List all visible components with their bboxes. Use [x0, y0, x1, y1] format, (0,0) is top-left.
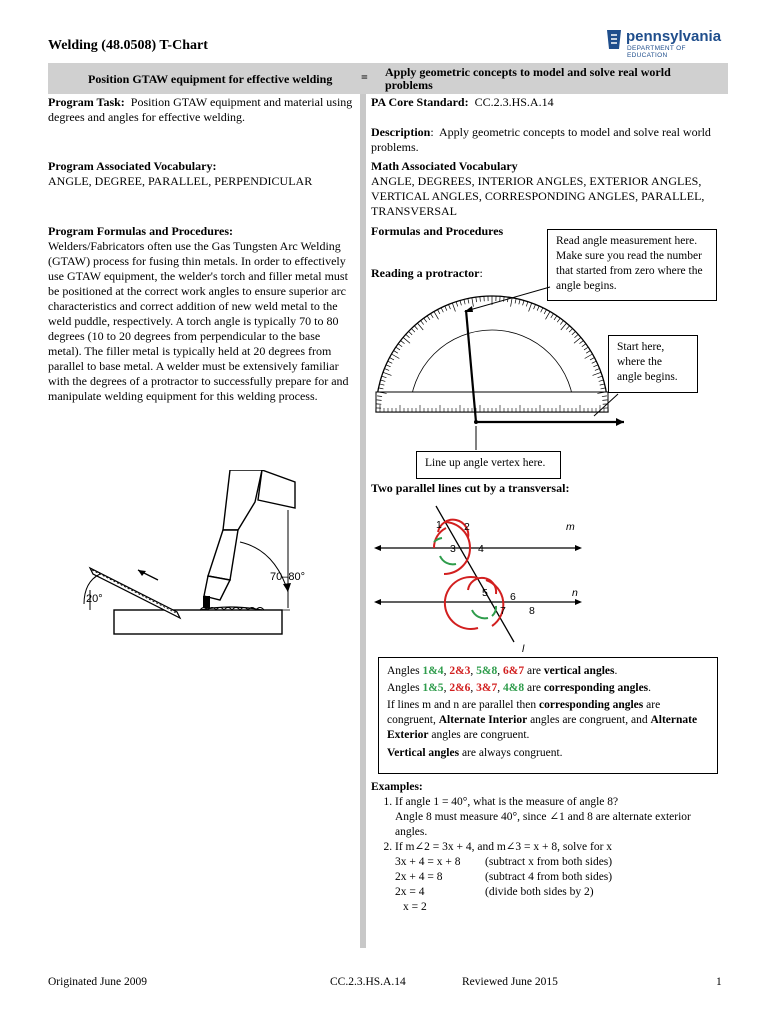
- step-note: (subtract 4 from both sides): [485, 871, 613, 883]
- angle-label-5: 5: [482, 587, 488, 599]
- logo-subtitle: DEPARTMENT OF EDUCATION: [627, 45, 686, 59]
- banner-right: Apply geometric concepts to model and solve real world problems: [385, 65, 671, 92]
- angle-label-1: 1: [436, 519, 442, 531]
- callout-start-arrow: [588, 392, 628, 420]
- congruence-rule: If lines m and n are parallel then corresponding angles are congruent, Alternate Interior angles are congruent, and Alternate Exterior angles are congruent.: [387, 699, 698, 741]
- line-l-label: l: [522, 643, 525, 654]
- banner-equals: =: [361, 70, 368, 84]
- protractor-heading: Reading a protractor:: [371, 266, 483, 280]
- callout-read-arrow: [460, 285, 560, 315]
- example-1: 1. If angle 1 = 40°, what is the measure of angle 8? Angle 8 must measure 40°, since ∠1 and 8 are alternate exterior angles.: [395, 795, 721, 840]
- angle-rules-box: [378, 657, 718, 774]
- callout-line-up-vertex: Line up angle vertex here.: [416, 451, 561, 479]
- angle-label-4: 4: [478, 543, 484, 555]
- step-note: (subtract x from both sides): [485, 856, 613, 868]
- vertical-rule: Vertical angles are always congruent.: [387, 747, 563, 759]
- step-note: [485, 900, 721, 915]
- angle-label-7: 7: [500, 605, 506, 617]
- angle-label-8: 8: [529, 605, 535, 617]
- program-formulas: Program Formulas and Procedures: Welders/Fabricators often use the Gas Tungsten Arc Welding (GTAW) process for fusing thin metals. In order to effectively use GTAW equipment, the welder's torch and filler metal must be positioned at the correct work angles to ensure superior arc characteristics and correct addition of new weld metal to the weld puddle, respectively. A torch angle is typically 70 to 80 degrees (10 to 20 degrees from perpendicular to the base metal). The filler metal is typically held at 20 degrees from parallel to base metal. A welder must be extensively familiar with the degrees of a protractor to successfully prepare for and manipulate welding equipment for this welding process.: [48, 224, 349, 403]
- line-m-label: m: [566, 521, 575, 533]
- step-eq: 2x = 4: [395, 886, 425, 898]
- torch-angle-label: 70–80°: [270, 571, 305, 583]
- step-eq: 3x + 4 = x + 8: [395, 856, 461, 868]
- formulas-heading: Formulas and Procedures: [371, 224, 504, 238]
- filler-angle-label: 20°: [86, 593, 103, 605]
- footer-page-number: 1: [716, 976, 722, 988]
- pa-logo: [604, 26, 728, 59]
- angle-label-3: 3: [450, 543, 456, 555]
- corresponding-angles-line: Angles 1&5, 2&6, 3&7, 4&8 are corresponding angles.: [387, 682, 652, 694]
- footer-originated: Originated June 2009: [48, 976, 148, 988]
- callout-start-here: Start here, where the angle begins.: [608, 335, 698, 393]
- parallel-lines-diagram: [372, 502, 602, 654]
- column-divider: [360, 94, 366, 948]
- banner: [48, 63, 728, 94]
- program-vocabulary: Program Associated Vocabulary: ANGLE, DEGREE, PARALLEL, PERPENDICULAR: [48, 159, 313, 188]
- gtaw-torch-illustration: [80, 470, 320, 650]
- step-note: (divide both sides by 2): [485, 886, 594, 898]
- parallel-lines-heading: Two parallel lines cut by a transversal:: [371, 481, 570, 495]
- step-eq: x = 2: [403, 901, 427, 913]
- callout-read-measurement: Read angle measurement here. Make sure you read the number that started from zero where the angle begins.: [547, 229, 717, 301]
- example-2: 2. If m∠2 = 3x + 4, and m∠3 = x + 8, solve for x 3x + 4 = x + 8 (subtract x from both sides) 2x + 4 = 8 (subtract 4 from both sides) 2x = 4 (divide both sides by 2) x = 2: [395, 840, 721, 915]
- line-n-label: n: [572, 587, 578, 599]
- callout-vertex-arrow: [470, 422, 490, 452]
- keystone-icon: [606, 29, 622, 51]
- examples: Examples: 1. If angle 1 = 40°, what is the measure of angle 8? Angle 8 must measure 40°, since ∠1 and 8 are alternate exterior angles. 2. If m∠2 = 3x + 4, and m∠3 = x + 8, solve for x 3x + 4 = x + 8 (subtract x from both sides) 2x + 4 = 8 (subtract 4 from both sides) 2x = 4 (divide both sides by 2) x = 2: [371, 780, 721, 915]
- math-vocabulary: Math Associated Vocabulary ANGLE, DEGREES, INTERIOR ANGLES, EXTERIOR ANGLES, VERTICAL ANGLES, CORRESPONDING ANGLES, PARALLEL, TRANSVERSAL: [371, 159, 705, 218]
- banner-left: Position GTAW equipment for effective welding: [88, 72, 333, 86]
- pa-core-standard: PA Core Standard: CC.2.3.HS.A.14: [371, 95, 554, 109]
- description: Description: Apply geometric concepts to model and solve real world problems.: [371, 125, 711, 154]
- program-task: Program Task: Position GTAW equipment and material using degrees and angles for effective welding.: [48, 95, 353, 124]
- step-eq: 2x + 4 = 8: [395, 871, 443, 883]
- footer-reviewed: Reviewed June 2015: [462, 976, 558, 988]
- angle-label-2: 2: [464, 521, 470, 533]
- footer-standard: CC.2.3.HS.A.14: [330, 976, 406, 988]
- logo-name: pennsylvania: [626, 28, 722, 45]
- vertical-angles-line: Angles 1&4, 2&3, 5&8, 6&7 are vertical angles.: [387, 665, 618, 677]
- angle-label-6: 6: [510, 591, 516, 603]
- page-title: Welding (48.0508) T-Chart: [48, 38, 208, 53]
